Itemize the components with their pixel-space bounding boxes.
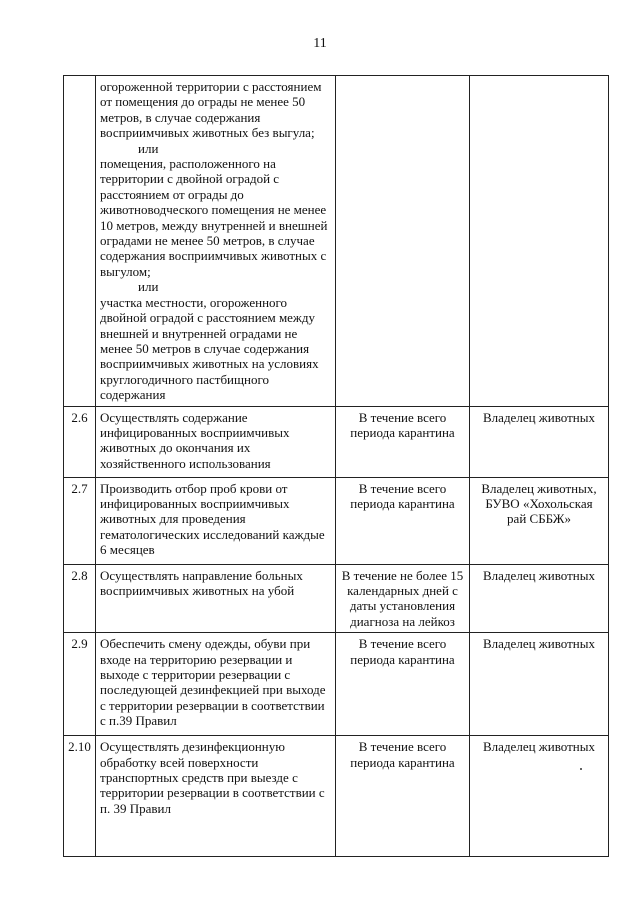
table-row-continuation xyxy=(64,76,609,407)
text-line: 6 месяцев xyxy=(100,542,155,558)
text-line: рай СББЖ» xyxy=(507,511,571,527)
text-line: животноводческого помещения не менее xyxy=(100,202,327,218)
responsible-cell xyxy=(470,406,609,477)
text-line: животных для проведения xyxy=(100,511,246,527)
table-row xyxy=(64,633,609,736)
text-line: с п.39 Правил xyxy=(100,713,177,729)
text-line: инфицированных восприимчивых xyxy=(100,424,290,440)
term-cell xyxy=(336,477,470,564)
text-line: с территории резервации в соответствии xyxy=(100,697,325,713)
text-line: содержания xyxy=(100,387,166,403)
text-line: менее 50 метров в случае содержания xyxy=(100,340,310,356)
number-cell xyxy=(64,76,96,407)
page-number: 11 xyxy=(313,36,327,51)
responsible-cell xyxy=(470,736,609,857)
text-line: или xyxy=(138,140,159,156)
table-row xyxy=(64,406,609,477)
text-line: периода карантина xyxy=(350,754,455,770)
text-line: Осуществлять направление больных xyxy=(100,567,303,583)
text-line: от помещения до ограды не менее 50 xyxy=(100,94,306,110)
text-line: Обеспечить смену одежды, обуви при xyxy=(100,636,311,652)
text-line: инфицированных восприимчивых xyxy=(100,495,290,511)
text-line: содержания восприимчивых животных с xyxy=(100,248,327,264)
text-line: входе на территорию резервации и xyxy=(100,651,293,667)
text-line: огороженной территории с расстоянием xyxy=(100,79,322,94)
text-line: Владелец животных, xyxy=(481,480,597,496)
text-line: 10 метров, между внутренней и внешней xyxy=(100,217,328,233)
number-cell: 2.6 xyxy=(64,406,96,477)
text-line: В течение не более 15 xyxy=(341,567,464,583)
action-cell xyxy=(96,564,336,633)
table-row xyxy=(64,736,609,857)
action-cell xyxy=(96,477,336,564)
text-line: территории с двойной оградой с xyxy=(100,171,280,187)
text-line: расстоянием от ограды до xyxy=(100,186,244,202)
text-line: восприимчивых животных без выгула; xyxy=(100,125,315,141)
text-line: участка местности, огороженного xyxy=(100,294,288,310)
text-line: помещения, расположенного на xyxy=(100,156,276,172)
text-line: выгулом; xyxy=(100,263,151,279)
text-line: периода карантина xyxy=(350,424,455,440)
text-line: Осуществлять содержание xyxy=(100,409,248,425)
text-line: круглогодичного пастбищного xyxy=(100,371,269,387)
text-line: территории резервации в соответствии с xyxy=(100,785,325,801)
text-line: хозяйственного использования xyxy=(100,455,271,471)
scan-speck xyxy=(580,768,582,770)
text-line: В течение всего xyxy=(358,739,447,755)
action-cell xyxy=(96,633,336,736)
number-cell: 2.9 xyxy=(64,633,96,736)
text-line: Осуществлять дезинфекционную xyxy=(100,739,285,755)
text-line: периода карантина xyxy=(350,651,455,667)
text-line: Владелец животных xyxy=(483,567,595,583)
text-line: восприимчивых животных на убой xyxy=(100,582,295,598)
text-line: метров, в случае содержания xyxy=(100,109,261,125)
text-line: В течение всего xyxy=(358,480,447,496)
text-line: диагноза на лейкоз xyxy=(350,613,455,629)
responsible-cell xyxy=(470,76,609,407)
text-line: В течение всего xyxy=(358,409,447,425)
action-cell xyxy=(96,406,336,477)
action-cell xyxy=(96,736,336,857)
text-line: оградами не менее 50 метров, в случае xyxy=(100,233,315,249)
term-cell xyxy=(336,76,470,407)
text-line: или xyxy=(138,279,159,295)
text-line: двойной оградой с расстоянием между xyxy=(100,310,316,326)
number-cell: 2.10 xyxy=(64,736,96,857)
responsible-cell xyxy=(470,633,609,736)
text-line: БУВО «Хохольская xyxy=(485,495,593,511)
text-line: В течение всего xyxy=(358,636,447,652)
text-line: обработку всей поверхности xyxy=(100,754,259,770)
term-cell xyxy=(336,736,470,857)
responsible-cell xyxy=(470,477,609,564)
text-line: транспортных средств при выезде с xyxy=(100,769,298,785)
number-cell: 2.7 xyxy=(64,477,96,564)
table-row xyxy=(64,477,609,564)
text-line: Производить отбор проб крови от xyxy=(100,480,288,496)
text-line: календарных дней с xyxy=(347,582,458,598)
text-line: п. 39 Правил xyxy=(100,800,171,816)
text-line: выходе с территории резервации с xyxy=(100,666,291,682)
term-cell xyxy=(336,406,470,477)
text-line: периода карантина xyxy=(350,495,455,511)
number-cell: 2.8 xyxy=(64,564,96,633)
text-line: восприимчивых животных на условиях xyxy=(100,356,319,372)
text-line: Владелец животных xyxy=(483,739,595,755)
text-line: внешней и внутренней оградами не xyxy=(100,325,298,341)
text-line: Владелец животных xyxy=(483,636,595,652)
text-line: гематологических исследований каждые xyxy=(100,526,325,542)
text-line: животных до окончания их xyxy=(100,440,251,456)
text-line: даты установления xyxy=(349,598,456,614)
action-cell xyxy=(96,76,336,407)
responsible-cell xyxy=(470,564,609,633)
term-cell xyxy=(336,564,470,633)
table-row xyxy=(64,564,609,633)
term-cell xyxy=(336,633,470,736)
text-line: Владелец животных xyxy=(483,409,595,425)
text-line: последующей дезинфекцией при выходе xyxy=(100,682,326,698)
measures-table xyxy=(63,75,609,857)
